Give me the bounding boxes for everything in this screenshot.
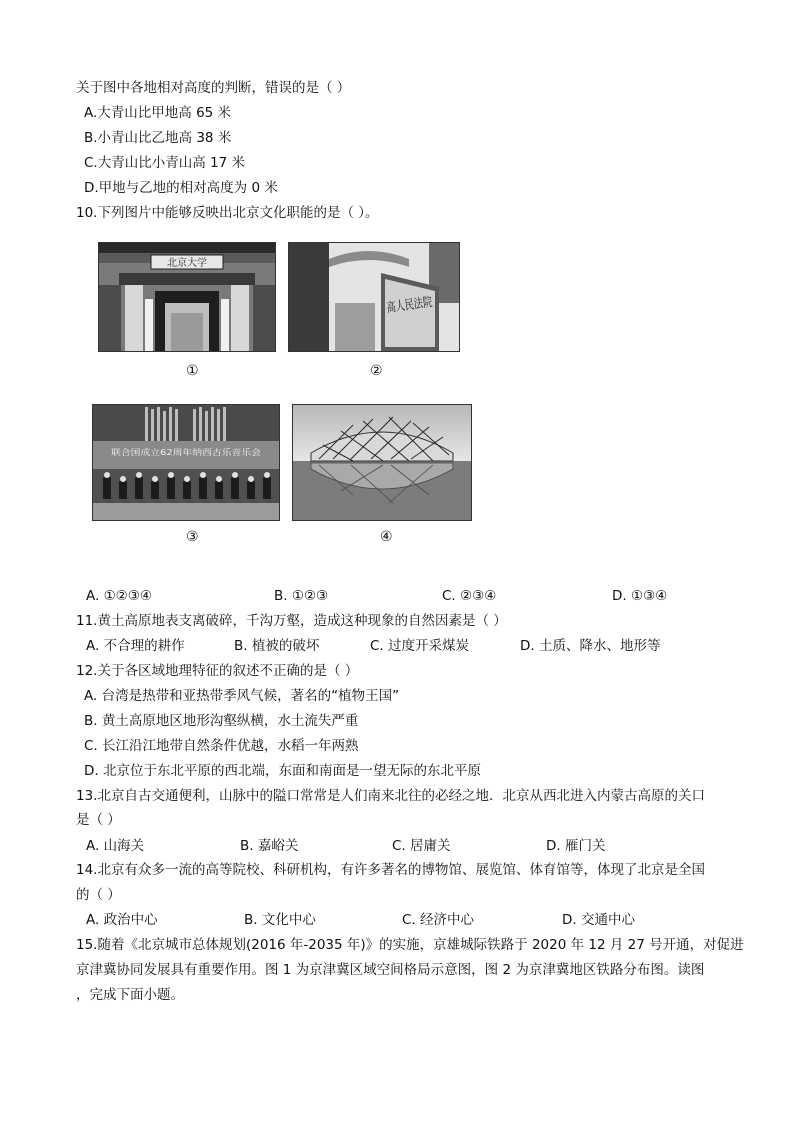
q14-options [84, 911, 704, 929]
photo-court [288, 242, 460, 352]
q11-option-a: A. 不合理的耕作 [86, 638, 185, 654]
q11-option-c: C. 过度开采煤炭 [370, 638, 470, 654]
q12-stem: 12.关于各区域地理特征的叙述不正确的是（ ） [76, 663, 359, 679]
q10-option-c: C. ②③④ [442, 588, 497, 604]
q13-options [84, 837, 704, 855]
q9-stem: 关于图中各地相对高度的判断，错误的是（ ） [76, 80, 351, 96]
q12-option-a: A. 台湾是热带和亚热带季风气候，著名的“植物王国” [84, 688, 400, 704]
q15-line2: 京津冀协同发展具有重要作用。图 1 为京津冀区域空间格局示意图，图 2 为京津冀地区铁路分布图。读图 [76, 962, 705, 978]
q13-stem-line1: 13.北京自古交通便利，山脉中的隘口常常是人们南来北往的必经之地．北京从西北进入内蒙古高原的关口 [76, 788, 705, 804]
q10-option-d: D. ①③④ [612, 588, 668, 604]
q13-option-a: A. 山海关 [86, 838, 145, 854]
photo-concert [92, 404, 280, 521]
q9-option-d: D.甲地与乙地的相对高度为 0 米 [84, 180, 278, 196]
q13-stem-line2: 是（ ） [76, 812, 121, 828]
q14-option-b: B. 文化中心 [244, 912, 316, 928]
court-sign-text: 高人民法院 [385, 292, 453, 317]
q11-options [84, 637, 704, 655]
q14-stem-line1: 14.北京有众多一流的高等院校、科研机构，有许多著名的博物馆、展览馆、体育馆等，体现了北京是全国 [76, 862, 705, 878]
stadium-image [293, 405, 471, 520]
concert-banner-text: 联合国成立62周年纳西古乐音乐会 [111, 448, 234, 457]
q12-option-d: D. 北京位于东北平原的西北端，东面和南面是一望无际的东北平原 [84, 763, 481, 779]
gate-sign-text: 北京大学 [167, 258, 207, 269]
q10-option-b: B. ①②③ [274, 588, 329, 604]
q11-stem: 11.黄土高原地表支离破碎，千沟万壑，造成这种现象的自然因素是（ ） [76, 613, 507, 629]
caption-2: ② [370, 363, 383, 379]
photo-stadium [292, 404, 472, 521]
q12-option-b: B. 黄土高原地区地形沟壑纵横，水土流失严重 [84, 713, 359, 729]
q13-option-c: C. 居庸关 [392, 838, 451, 854]
q9-option-c: C.大青山比小青山高 17 米 [84, 155, 245, 171]
q10-options [84, 587, 704, 605]
caption-1: ① [186, 363, 199, 379]
q13-option-b: B. 嘉峪关 [240, 838, 299, 854]
q14-option-c: C. 经济中心 [402, 912, 475, 928]
university-gate-image [99, 243, 275, 351]
q10-stem: 10.下列图片中能够反映出北京文化职能的是（ ）。 [76, 205, 379, 221]
q11-option-d: D. 土质、降水、地形等 [520, 638, 661, 654]
q15-line1: 15.随着《北京城市总体规划(2016 年-2035 年)》的实施，京雄城际铁路于 2020 年 12 月 27 号开通，对促进 [76, 937, 744, 953]
q13-option-d: D. 雁门关 [546, 838, 606, 854]
caption-4: ④ [380, 529, 393, 545]
concert-image [93, 405, 279, 520]
court-image [289, 243, 459, 351]
q14-option-a: A. 政治中心 [86, 912, 158, 928]
caption-3: ③ [186, 529, 199, 545]
q11-option-b: B. 植被的破坏 [234, 638, 320, 654]
photo-university-gate [98, 242, 276, 352]
q14-option-d: D. 交通中心 [562, 912, 635, 928]
q15-line3: ，完成下面小题。 [76, 987, 184, 1003]
q12-option-c: C. 长江沿江地带自然条件优越，水稻一年两熟 [84, 738, 359, 754]
q10-option-a: A. ①②③④ [86, 588, 152, 604]
q9-option-a: A.大青山比甲地高 65 米 [84, 105, 232, 121]
q9-option-b: B.小青山比乙地高 38 米 [84, 130, 232, 146]
q14-stem-line2: 的（ ） [76, 887, 121, 903]
